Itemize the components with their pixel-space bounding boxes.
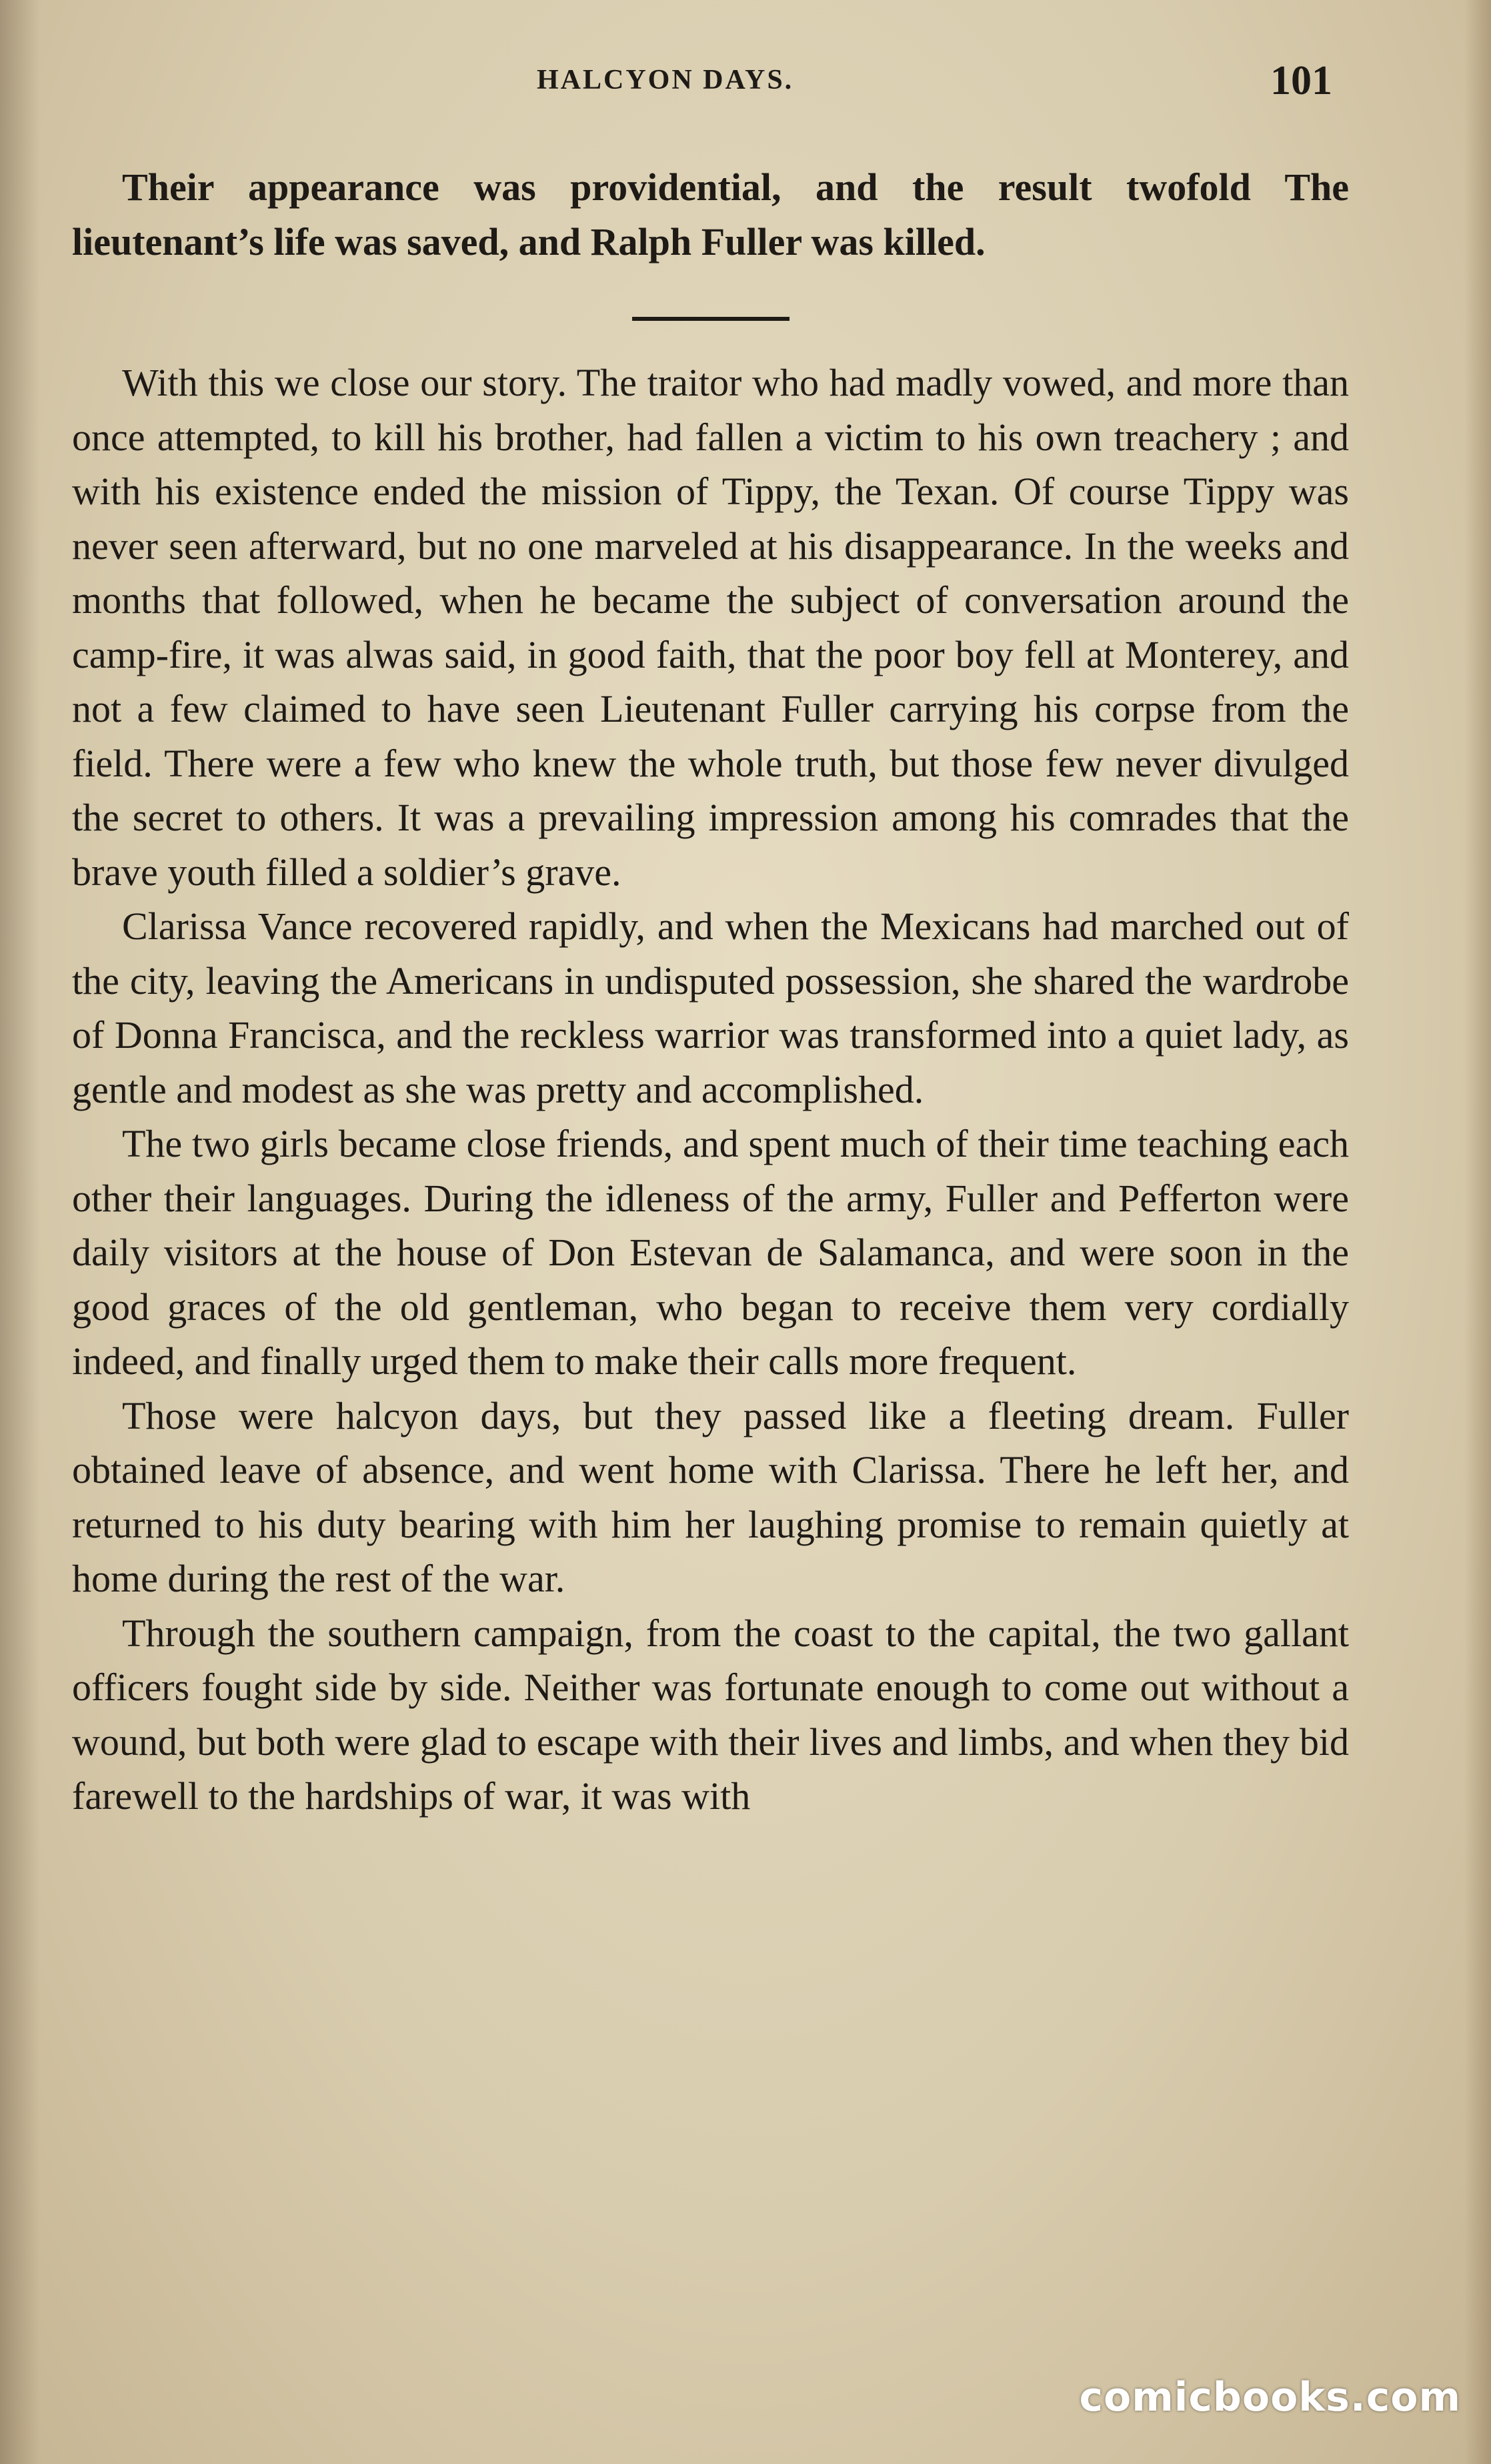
- body-text: [72, 160, 1349, 1824]
- paragraph: Those were halcyon days, but they passed like a fleeting dream. Fuller obtained leave of absence, and went home with Clarissa. There he left her, and returned to his duty bearing with him her laughing promise to remain quietly at home during the rest of the war.: [72, 1393, 1349, 1600]
- paragraph: The two girls became close friends, and spent much of their time teaching each other their languages. During the idleness of the army, Fuller and Pefferton were daily visitors at the house of Don Estevan de Salamanca, and were soon in the good graces of the old gentleman, who began to receive them very cordially indeed, and finally urged them to make their calls more frequent.: [72, 1122, 1349, 1383]
- paragraph: With this we close our story. The traitor who had madly vowed, and more than once attempted, to kill his brother, had fallen a victim to his own treachery ; and with his existence ended the mission of Tippy, the Texan. Of course Tippy was never seen afterward, but no one marveled at his disappearance. In the weeks and months that followed, when he became the subject of conversation around the camp-fire, it was alwas said, in good faith, that the poor boy fell at Monterey, and not a few claimed to have seen Lieutenant Fuller carrying his corpse from the field. There were a few who knew the whole truth, but those few never divulged the secret to others. It was a prevailing impression among his comrades that the brave youth filled a soldier’s grave.: [72, 361, 1349, 894]
- running-title: HALCYON DAYS.: [537, 65, 794, 95]
- running-header: [0, 57, 1491, 111]
- page-number: 101: [1270, 58, 1332, 103]
- section-divider: [632, 317, 790, 321]
- page-gutter-shadow: [0, 0, 40, 2464]
- paragraph: Clarissa Vance recovered rapidly, and when the Mexicans had marched out of the city, leaving the Americans in undisputed possession, she shared the wardrobe of Donna Francisca, and the reckless warrior was transformed into a quiet lady, as gentle and modest as she was pretty and accomplished.: [72, 904, 1349, 1111]
- page-edge-shading: [1464, 0, 1491, 2464]
- paragraph: Through the southern campaign, from the coast to the capital, the two gallant officers fought side by side. Neither was fortunate enough to come out without a wound, but both were glad to escape with their lives and limbs, and when they bid farewell to the hardships of war, it was with: [72, 1611, 1349, 1818]
- site-watermark: comicbooks.com: [1079, 2374, 1461, 2421]
- intro-paragraph: Their appearance was providential, and the result twofold The lieutenant’s life was saved, and Ralph Fuller was killed.: [72, 165, 1349, 263]
